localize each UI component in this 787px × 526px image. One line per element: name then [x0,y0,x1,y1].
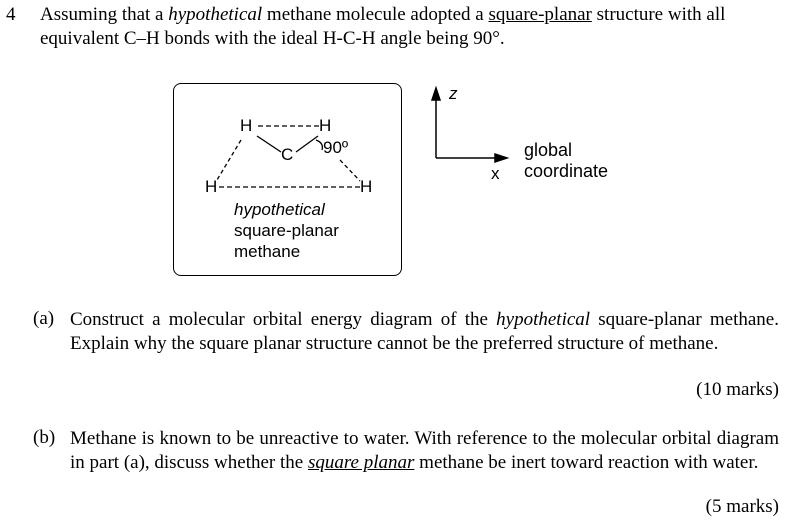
caption-line-1: hypothetical [234,200,325,219]
q-text-1d: square-planar [488,4,592,25]
x-axis-arrowhead [495,154,507,162]
part-a-italic: hypothetical [496,309,591,330]
axes-caption-line-2: coordinate [524,161,609,181]
hydrogen-bottom-right: H [360,177,373,196]
part-b-text-1: Methane is known to be unreactive to water. With reference to the molecular orbital diagram in part (a), discuss whether the [70,428,779,473]
axes-caption-line-1: global [524,140,573,160]
q-text-1c: methane molecule adopted a [262,4,489,25]
axes-caption [524,140,608,182]
z-axis-label: z [449,84,458,103]
part-b-text [70,427,779,475]
part-b-text-2: methane be inert toward reaction with water. [414,452,759,473]
z-axis-arrowhead [432,88,440,100]
part-a-marks: (10 marks) [696,379,779,400]
part-b-marks: (5 marks) [705,496,779,517]
caption-line-3: methane [234,242,301,261]
q-text-1e: structure with all [591,4,726,25]
carbon-atom: C [281,145,294,164]
part-b-label: (b) [33,427,56,448]
question-number: 4 [6,4,16,25]
part-a-text-1: Construct a molecular orbital energy diagram of the [70,309,497,330]
hydrogen-top-left: H [240,116,253,135]
part-a-text [70,308,779,356]
caption-line-2: square-planar [234,221,339,240]
hydrogen-bottom-left: H [205,177,218,196]
part-a-text-2: square-planar methane. Explain why the square planar structure cannot be the preferred structure of methane. [70,309,779,354]
angle-label: 90º [323,138,349,157]
hydrogen-top-right: H [319,116,332,135]
q-text-1a: Assuming that a [40,4,169,25]
part-a-label: (a) [33,308,55,329]
q-text-1b: hypothetical [168,4,263,25]
part-b-emph: square planar [307,452,415,473]
question-line-2: equivalent C–H bonds with the ideal H-C-H angle being 90°. [40,28,505,49]
x-axis-label: x [491,164,500,183]
